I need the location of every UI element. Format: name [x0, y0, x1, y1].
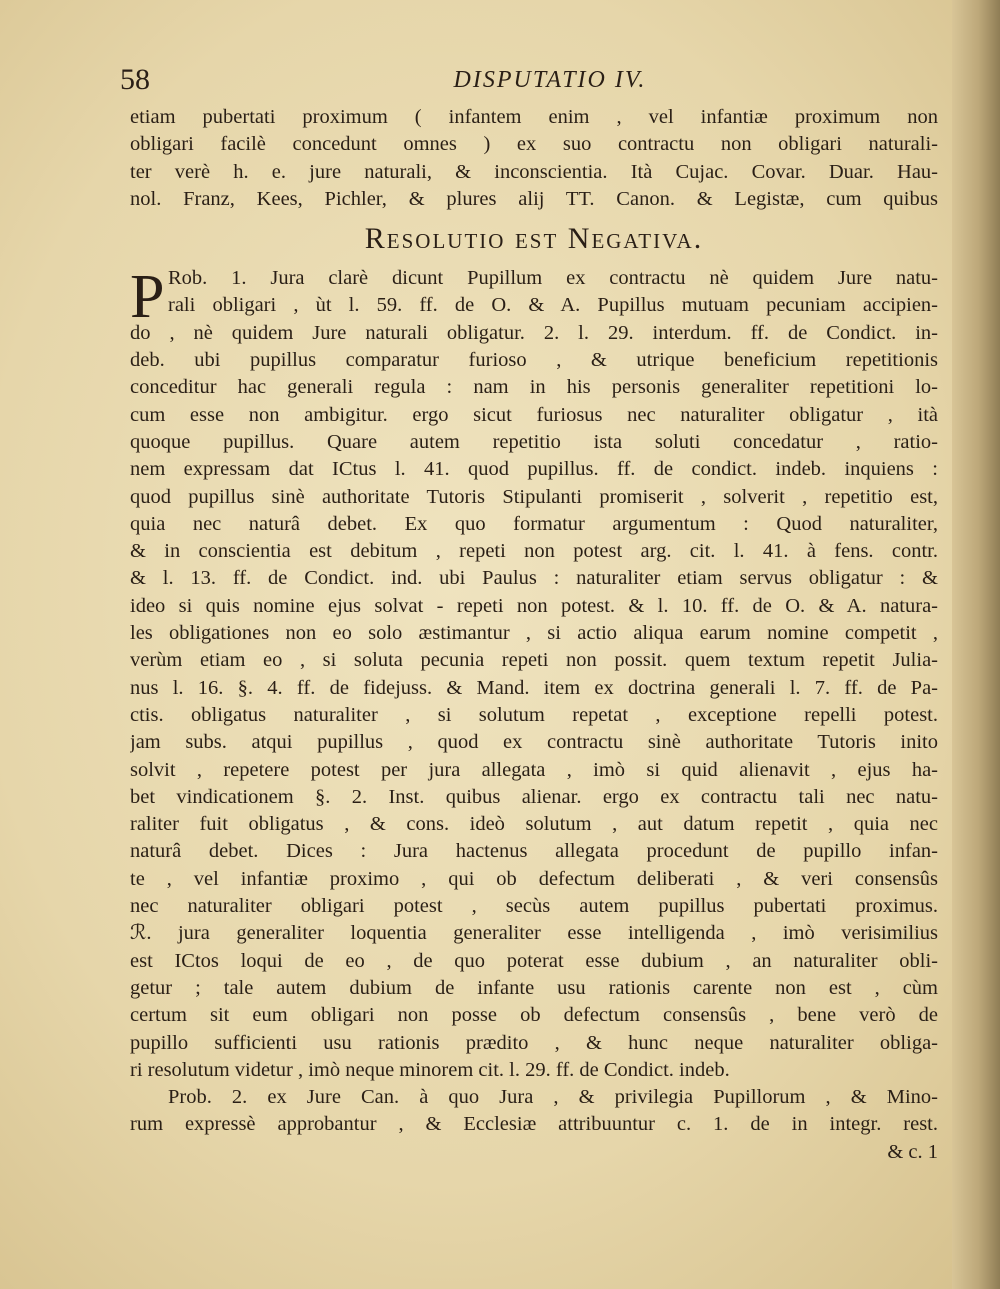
text-line: nem expressam dat ICtus l. 41. quod pupillus. ff. de condict. indeb. inquiens : [130, 458, 938, 481]
text-line: est ICtos loqui de eo , de quo poterat esse dubium , an naturaliter obli- [130, 949, 938, 972]
text-line: conceditur hac generali regula : nam in his personis generaliter repetitioni lo- [130, 376, 938, 399]
section-heading: Resolutio est Negativa. [364, 222, 704, 256]
text-line: & in conscientia est debitum , repeti non potest arg. cit. l. 41. à fens. contr. [130, 540, 938, 563]
text-line: ri resolutum videtur , imò neque minorem cit. l. 29. ff. de Condict. indeb. [130, 1058, 730, 1081]
text-line: verùm etiam eo , si soluta pecunia repeti non possit. quem textum repetit Julia- [130, 649, 938, 672]
text-line: rum expressè approbantur , & Ecclesiæ attribuuntur c. 1. de in integr. rest. [130, 1113, 938, 1136]
text-line: quia nec naturâ debet. Ex quo formatur argumentum : Quod naturaliter, [130, 512, 938, 535]
prob-2-paragraph [130, 1084, 938, 1139]
text-line: getur ; tale autem dubium de infante usu rationis carente non est , cùm [130, 976, 938, 999]
text-line: ter verè h. e. jure naturali, & inconscientia. Ità Cujac. Covar. Duar. Hau- [130, 160, 938, 183]
text-line: nec naturaliter obligari potest , secùs autem pupillus pubertati proximus. [130, 895, 938, 918]
text-line: pupillo sufficienti usu rationis prædito , & hunc neque naturaliter obliga- [130, 1031, 938, 1054]
text-line: nol. Franz, Kees, Pichler, & plures alij TT. Canon. & Legistæ, cum quibus [130, 187, 938, 210]
drop-cap: P [130, 263, 165, 332]
text-line: raliter fuit obligatus , & cons. ideò solutum , aut datum repetit , quia nec [130, 813, 938, 836]
text-line: naturâ debet. Dices : Jura hactenus allegata procedunt de pupillo infan- [130, 840, 938, 863]
intro-block [130, 104, 938, 213]
text-line: jam subs. atqui pupillus , quod ex contractu sinè authoritate Tutoris inito [130, 731, 938, 754]
text-line: obligari facilè concedunt omnes ) ex suo contractu non obligari naturali- [130, 133, 938, 156]
text-line: ctis. obligatus naturaliter , si solutum repetat , exceptione repelli potest. [130, 703, 938, 726]
resolution-paragraph [130, 265, 938, 1084]
text-line: solvit , repetere potest per jura allegata , imò si quid alienavit , ejus ha- [130, 758, 938, 781]
catchword: & c. 1 [887, 1140, 938, 1163]
text-line: Prob. 2. ex Jure Can. à quo Jura , & privilegia Pupillorum , & Mino- [168, 1086, 938, 1109]
text-line: rali obligari , ùt l. 59. ff. de O. & A. Pupillus mutuam pecuniam accipien- [168, 294, 938, 317]
page-gutter [952, 0, 1000, 1289]
running-title: DISPUTATIO IV. [453, 67, 647, 93]
text-line: les obligationes non eo solo æstimantur , si actio aliqua earum nomine competit , [130, 622, 938, 645]
text-line: do , nè quidem Jure naturali obligatur. 2. l. 29. interdum. ff. de Condict. in- [130, 321, 938, 344]
text-line: ideo si quis nomine ejus solvat - repeti non potest. & l. 10. ff. de O. & A. natura- [130, 594, 938, 617]
body-text [130, 104, 938, 1166]
text-line: ℛ. jura generaliter loquentia generaliter esse intelligenda , imò verisimilius [130, 922, 938, 945]
text-line: certum sit eum obligari non posse ob defectum consensûs , bene verò de [130, 1004, 938, 1027]
text-line: etiam pubertati proximum ( infantem enim , vel infantiæ proximum non [130, 106, 938, 128]
text-line: cum esse non ambigitur. ergo sicut furiosus nec naturaliter obligatur , ità [130, 403, 938, 426]
text-line: deb. ubi pupillus comparatur furioso , & utrique beneficium repetitionis [130, 349, 938, 372]
text-line: bet vindicationem §. 2. Inst. quibus alienar. ergo ex contractu tali nec natu- [130, 785, 938, 808]
page-header [120, 60, 940, 100]
page-number: 58 [120, 63, 150, 96]
text-line: & l. 13. ff. de Condict. ind. ubi Paulus : naturaliter etiam servus obligatur : & [130, 567, 938, 590]
text-line: nus l. 16. §. 4. ff. de fidejuss. & Mand. item ex doctrina generali l. 7. ff. de Pa- [130, 676, 938, 699]
text-line: quod pupillus sinè authoritate Tutoris Stipulanti promiserit , solverit , repetitio est, [130, 485, 938, 508]
text-line: quoque pupillus. Quare autem repetitio ista soluti concedatur , ratio- [130, 430, 938, 453]
text-line: Rob. 1. Jura clarè dicunt Pupillum ex contractu nè quidem Jure natu- [168, 267, 938, 290]
text-line: te , vel infantiæ proximo , qui ob defectum deliberati , & veri consensûs [130, 867, 938, 890]
